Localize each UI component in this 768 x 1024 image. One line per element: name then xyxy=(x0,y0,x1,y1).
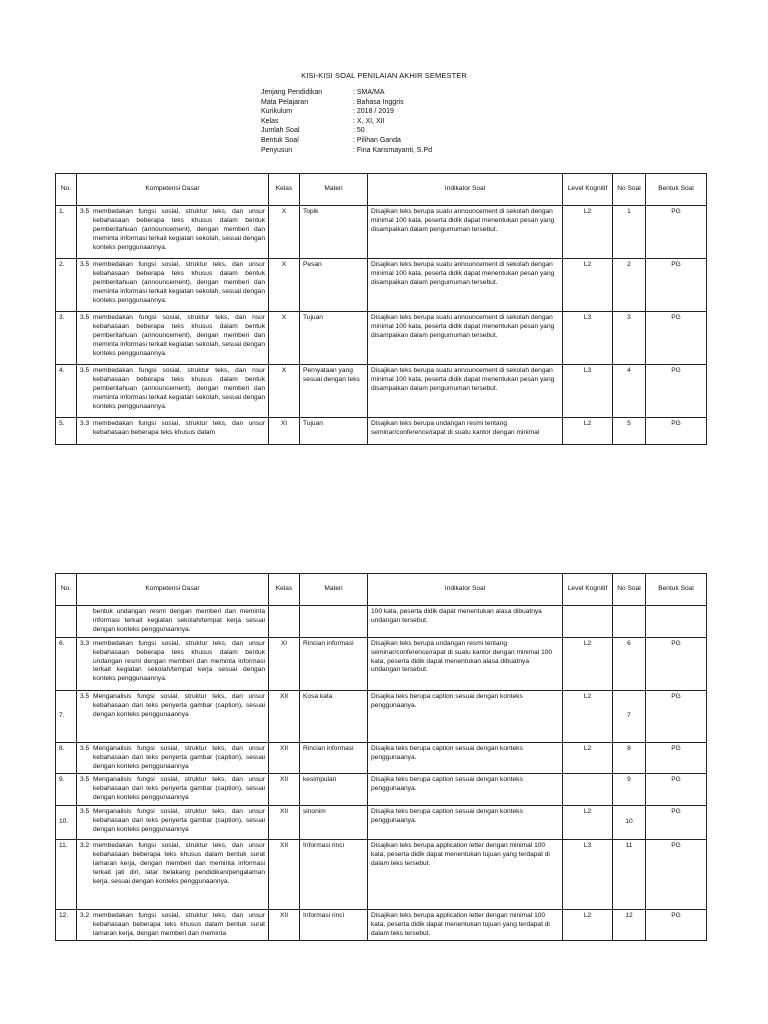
kd-text: membedakan fungsi sosial, struktur teks, dan unsur kebahasaan beberapa teks khusus dalam bentuk pemberitahuan (announcement), dengan memberi dan meminta informasi terkait kegiatan sekolah, sesuai dengan konteks penggunaannya. xyxy=(93,261,265,304)
kd-text: Menganalisis fungsi sosial, struktur teks, dan unsur kebahasaan dari teks penyerta gambar (caption), sesuai dengan konteks penggunaannya xyxy=(93,692,265,718)
cell-no: 5. xyxy=(56,418,77,445)
cell-nosoal: 7 xyxy=(613,690,646,742)
cell-level: L3 xyxy=(563,365,613,418)
kompetensi-block xyxy=(80,842,265,887)
kompetensi-block xyxy=(80,640,265,685)
cell-kelas: XII xyxy=(269,690,300,742)
table-row xyxy=(56,742,707,774)
table-row xyxy=(56,206,707,259)
kd-number: 3.5 xyxy=(80,261,90,268)
cell-kelas xyxy=(269,606,300,638)
kd-number: 3.5 xyxy=(80,314,90,321)
header-level: Level Kognitif xyxy=(563,574,613,606)
kisi-kisi-table-page-1 xyxy=(55,173,707,445)
cell-nosoal: 5 xyxy=(613,418,646,445)
header-kd: Kompetensi Dasar xyxy=(77,174,269,206)
cell-kelas: X xyxy=(269,206,300,259)
cell-bentuk: PG xyxy=(646,365,707,418)
cell-kelas: XI xyxy=(269,637,300,690)
cell-no: 1. xyxy=(56,206,77,259)
header-no: No. xyxy=(56,574,77,606)
cell-indikator xyxy=(368,742,563,774)
cell-materi: Tujuan xyxy=(300,418,368,445)
header-kd: Kompetensi Dasar xyxy=(77,574,269,606)
cell-nosoal: 11 xyxy=(613,840,646,910)
kompetensi-block xyxy=(80,208,265,253)
kd-number: 3.2 xyxy=(80,842,90,850)
meta-value: : SMA/MA xyxy=(353,89,385,96)
cell-nosoal: 6 xyxy=(613,637,646,690)
table-row xyxy=(56,806,707,840)
kd-text: membedakan fungsi sosial, struktur teks, dan unsur kebahasaan beberapa teks khusus dalam bentuk surat lamaran kerja, dengan memberi dan meminta xyxy=(93,912,265,937)
indikator-text: Disajikan teks berupa undangan resmi tentang seminar/conference/rapat di suatu kantor dengan minimal 100 kata, peserta didik dapat menentukan alasa dibuatnya undangan tersebut. xyxy=(371,639,553,674)
table-row xyxy=(56,637,707,690)
cell-kelas: XII xyxy=(269,774,300,806)
cell-bentuk: PG xyxy=(646,312,707,365)
cell-indikator xyxy=(368,365,563,418)
cell-bentuk: PG xyxy=(646,840,707,910)
header-materi: Materi xyxy=(300,574,368,606)
table-row xyxy=(56,259,707,312)
cell-no: 12. xyxy=(56,910,77,941)
cell-kompetensi xyxy=(77,910,269,941)
header-nosoal: No Soal xyxy=(613,574,646,606)
cell-kompetensi xyxy=(77,806,269,840)
cell-kompetensi xyxy=(77,774,269,806)
cell-kompetensi xyxy=(77,690,269,742)
document-title: KISI-KISI SOAL PENILAIAN AKHIR SEMESTER xyxy=(301,71,467,80)
cell-kompetensi xyxy=(77,418,269,445)
cell-materi: Topik xyxy=(300,206,368,259)
cell-materi: Kosa kata xyxy=(300,690,368,742)
cell-indikator xyxy=(368,910,563,941)
kompetensi-block xyxy=(80,261,265,306)
meta-value: : Bahasa Inggris xyxy=(353,98,404,106)
kd-number: 3.2 xyxy=(80,912,90,920)
cell-kelas: X xyxy=(269,312,300,365)
header-kelas: Kelas xyxy=(269,174,300,206)
meta-key: Jenjang Pendidikan xyxy=(261,89,323,96)
cell-materi: Pernyataan yang sesuai dengan teks xyxy=(300,365,368,418)
kd-number: 3.5 xyxy=(80,367,90,374)
header-no: No. xyxy=(56,174,77,206)
cell-indikator xyxy=(368,690,563,742)
cell-nosoal: 12 xyxy=(613,910,646,941)
cell-indikator xyxy=(368,637,563,690)
kd-text: Menganalisis fungsi sosial, struktur teks, dan unsur kebahasaan dari teks penyerta gambar (caption), sesuai dengan konteks penggunaannya xyxy=(93,808,265,833)
cell-no: 9. xyxy=(56,774,77,806)
cell-materi: Informasi rinci xyxy=(300,910,368,941)
cell-kelas: XII xyxy=(269,910,300,941)
kompetensi-block xyxy=(80,808,265,835)
cell-no: 7. xyxy=(56,690,77,742)
meta-row xyxy=(261,126,432,136)
meta-key: Jumlah Soal xyxy=(261,127,300,135)
cell-bentuk: PG xyxy=(646,637,707,690)
kompetensi-block xyxy=(80,912,265,938)
cell-kompetensi xyxy=(77,637,269,690)
cell-materi: Tujuan xyxy=(300,312,368,365)
cell-nosoal: 8 xyxy=(613,742,646,774)
meta-key: Bentuk Soal xyxy=(261,136,299,144)
cell-nosoal: 10 xyxy=(613,806,646,840)
cell-indikator: 100 kata, peserta didik dapat menentukan alasa dibuatnya undangan tersebut. xyxy=(368,606,563,638)
meta-row xyxy=(261,98,432,108)
table-row xyxy=(56,840,707,910)
cell-level: L2 xyxy=(563,259,613,312)
cell-level xyxy=(563,606,613,638)
meta-value: : Fina Karismayanti, S.Pd xyxy=(353,146,432,154)
header-bentuk: Bentuk Soal xyxy=(646,174,707,206)
indikator-text: Disajikan teks berupa suatu announcement di sekolah dengan minimal 100 kata, peserta didik dapat menentukan pesan yang disampaikan dalam pengumuman tersebut. xyxy=(371,314,555,339)
cell-kelas: XI xyxy=(269,418,300,445)
cell-no: 2. xyxy=(56,259,77,312)
cell-kelas: XII xyxy=(269,840,300,910)
cell-level xyxy=(563,774,613,806)
cell-kompetensi xyxy=(77,259,269,312)
cell-level: L2 xyxy=(563,742,613,774)
cell-indikator xyxy=(368,840,563,910)
kd-text: membedakan fungsi sosial, struktur teks, dan unsur kebahasaan beberapa teks khusus dalam bentuk surat lamaran kerja, dengan memberi dan meminta informasi terkait jati diri, latar belakang pendidikan/pengalaman kerja, sesuai dengan konteks penggunaannya. xyxy=(93,842,265,885)
cell-no xyxy=(56,606,77,638)
indikator-text: Disajikan teks berupa suatu announcement di sekolah dengan minimal 100 kata, peserta didik dapat menentukan pesan yang disampaikan dalam pengumuman tersebut. xyxy=(371,261,555,286)
indikator-text: Disajikan teks berupa application letter dengan minimal 100 kata, peserta didik dapat menentukan tujuan yang terdapat di dalam teks tersebut. xyxy=(371,842,550,867)
indikator-text: Disajika teks berupa caption sesuai dengan konteks penggunaanya. xyxy=(371,692,523,709)
cell-bentuk: PG xyxy=(646,690,707,742)
meta-value: : 50 xyxy=(353,127,365,135)
meta-row xyxy=(261,107,432,117)
table-row xyxy=(56,365,707,418)
cell-no: 11. xyxy=(56,840,77,910)
cell-nosoal xyxy=(613,606,646,638)
cell-kompetensi xyxy=(77,206,269,259)
cell-bentuk: PG xyxy=(646,774,707,806)
table-row xyxy=(56,910,707,941)
kompetensi-block xyxy=(80,745,265,772)
meta-row xyxy=(261,146,432,156)
kd-text: bentuk undangan resmi dengan memberi dan meminta informasi terkait kegiatan sekolah/tempat kerja sesuai dengan konteks penggunaannya. xyxy=(93,608,265,633)
meta-key: Penyusun xyxy=(261,146,293,154)
header-indikator: Indikator Soal xyxy=(368,174,563,206)
kd-number: 3.3 xyxy=(80,420,90,427)
header-nosoal: No Soal xyxy=(613,174,646,206)
kd-text: Menganalisis fungsi sosial, struktur teks, dan unsur kebahasaan dari teks penyerta gambar (caption), sesuai dengan konteks penggunaannya xyxy=(93,776,265,802)
cell-nosoal: 4 xyxy=(613,365,646,418)
indikator-text: Disajikan teks berupa application letter dengan minimal 100 kata, peserta didik dapat menentukan tujuan yang terdapat di dalam teks tersebut. xyxy=(371,912,550,937)
cell-kompetensi xyxy=(77,742,269,774)
indikator-text: Disajika teks berupa caption sesuai dengan konteks penggunaanya. xyxy=(371,776,523,793)
kd-text: membedakan fungsi sosial, struktur teks, dan unsur kebahasaan beberapa teks khusus dalam bentuk undangan resmi dengan memberi dan meminta informasi terkait kegiatan sekolah/tempat kerja sesuai dengan konteks penggunaannya. xyxy=(93,639,265,683)
cell-bentuk: PG xyxy=(646,742,707,774)
cell-materi: Informasi rinci xyxy=(300,840,368,910)
kd-number: 3.5 xyxy=(80,692,90,700)
cell-nosoal: 3 xyxy=(613,312,646,365)
cell-materi: Rincian informasi xyxy=(300,742,368,774)
indikator-text: Disajikan teks berupa suatu announcement di sekolah dengan minimal 100 kata, peserta didik dapat menentukan pesan yang disampaikan dalam pengumuman tersebut. xyxy=(371,208,555,233)
cell-indikator xyxy=(368,259,563,312)
cell-bentuk: PG xyxy=(646,206,707,259)
cell-bentuk xyxy=(646,606,707,638)
indikator-text: Disajika teks berupa caption sesuai dengan konteks penggunaanya. xyxy=(371,808,523,825)
cell-nosoal: 9 xyxy=(613,774,646,806)
kisi-kisi-table-page-2 xyxy=(55,573,707,941)
kompetensi-block xyxy=(80,420,265,438)
cell-indikator xyxy=(368,418,563,445)
cell-bentuk: PG xyxy=(646,806,707,840)
cell-kompetensi xyxy=(77,840,269,910)
cell-level: L2 xyxy=(563,418,613,445)
kd-text: membedakan fungsi sosial, struktur teks, dan unsur kebahasaan beberapa teks khusus dalam bentuk pemberitahuan (announcement), dengan memberi dan meminta informasi terkait kegiatan sekolah, sesuai dengan konteks penggunaannya. xyxy=(93,208,265,251)
cell-materi: Pesan xyxy=(300,259,368,312)
cell-no: 8. xyxy=(56,742,77,774)
meta-row xyxy=(261,117,432,127)
cell-indikator xyxy=(368,774,563,806)
cell-no: 6. xyxy=(56,637,77,690)
meta-key: Kurikulum xyxy=(261,108,293,116)
meta-value: : Pilihan Ganda xyxy=(353,136,401,144)
meta-key: Mata Pelajaran xyxy=(261,98,309,106)
table-row xyxy=(56,774,707,806)
kd-number: 3.5 xyxy=(80,208,90,215)
meta-value: : X, XI, XII xyxy=(353,117,385,125)
cell-indikator xyxy=(368,312,563,365)
indikator-text: Disajikan teks berupa undangan resmi tentang seminar/conference/rapat di suatu kantor dengan minimal xyxy=(371,420,540,436)
cell-kelas: XII xyxy=(269,806,300,840)
kd-number: 3.5 xyxy=(80,808,90,816)
meta-key: Kelas xyxy=(261,117,279,125)
table-row xyxy=(56,312,707,365)
cell-level: L2 xyxy=(563,637,613,690)
kompetensi-block xyxy=(80,367,265,412)
cell-kompetensi xyxy=(77,312,269,365)
kd-text: Menganalisis fungsi sosial, struktur teks, dan unsur kebahasaan dari teks penyerta gambar (caption), sesuai dengan konteks penggunaannya xyxy=(93,744,265,770)
cell-no: 10. xyxy=(56,806,77,840)
table-row xyxy=(56,418,707,445)
cell-bentuk: PG xyxy=(646,910,707,941)
document-meta xyxy=(261,88,432,155)
cell-materi: sinonim xyxy=(300,806,368,840)
meta-row xyxy=(261,136,432,146)
cell-materi: kesimpulan xyxy=(300,774,368,806)
header-level: Level Kognitif xyxy=(563,174,613,206)
cell-level: L2 xyxy=(563,690,613,742)
table-row-continuation xyxy=(56,606,707,638)
kd-number: 3.5 xyxy=(80,776,90,784)
cell-no: 4. xyxy=(56,365,77,418)
indikator-text: Disajika teks berupa caption sesuai dengan konteks penggunaanya. xyxy=(371,744,523,761)
kd-number xyxy=(80,608,93,635)
kd-text: membedakan fungsi sosial, struktur teks, dan unsur kebahasaan beberapa teks khusus dalam xyxy=(93,420,265,436)
cell-bentuk: PG xyxy=(646,418,707,445)
kompetensi-block xyxy=(80,608,265,635)
cell-materi xyxy=(300,606,368,638)
meta-row xyxy=(261,88,432,98)
cell-kelas: X xyxy=(269,365,300,418)
kompetensi-block xyxy=(80,776,265,803)
cell-kompetensi xyxy=(77,365,269,418)
kd-number: 3.3 xyxy=(80,639,90,647)
header-bentuk: Bentuk Soal xyxy=(646,574,707,606)
cell-nosoal: 2 xyxy=(613,259,646,312)
kd-text: membedakan fungsi sosial, struktur teks, dan nsur kebahasaan beberapa teks khusus dalam bentuk pemberitahuan (announcement), dengan memberi dan meminta informasi terkait kegiatan sekolah, sesuai dengan konteks penggunaannya. xyxy=(93,367,265,410)
cell-kelas: XII xyxy=(269,742,300,774)
cell-level: L3 xyxy=(563,840,613,910)
cell-indikator xyxy=(368,206,563,259)
header-kelas: Kelas xyxy=(269,574,300,606)
table-row xyxy=(56,690,707,742)
cell-materi: Rincian informasi xyxy=(300,637,368,690)
cell-indikator xyxy=(368,806,563,840)
cell-level: L2 xyxy=(563,806,613,840)
kd-number: 3.5 xyxy=(80,744,90,752)
cell-level: L3 xyxy=(563,312,613,365)
cell-bentuk: PG xyxy=(646,259,707,312)
kompetensi-block xyxy=(80,693,265,720)
cell-kompetensi xyxy=(77,606,269,638)
meta-value: : 2018 / 2019 xyxy=(353,108,394,116)
kompetensi-block xyxy=(80,314,265,359)
cell-kelas: X xyxy=(269,259,300,312)
cell-no: 3. xyxy=(56,312,77,365)
cell-nosoal: 1 xyxy=(613,206,646,259)
cell-level: L2 xyxy=(563,910,613,941)
kd-text: membedakan fungsi sosial, struktur teks, dan nsur kebahasaan beberapa teks khusus dalam bentuk pemberitahuan (announcement), dengan memberi dan meminta informasi terkait kegiatan sekolah, sesuai dengan konteks penggunaannya. xyxy=(93,314,265,357)
header-materi: Materi xyxy=(300,174,368,206)
cell-level: L2 xyxy=(563,206,613,259)
header-indikator: Indikator Soal xyxy=(368,574,563,606)
indikator-text: Disajikan teks berupa suatu announcement di sekolah dengan minimal 100 kata, peserta didik dapat menentukan pesan yang disampaikan dalam pengumuman tersebut. xyxy=(371,367,555,392)
